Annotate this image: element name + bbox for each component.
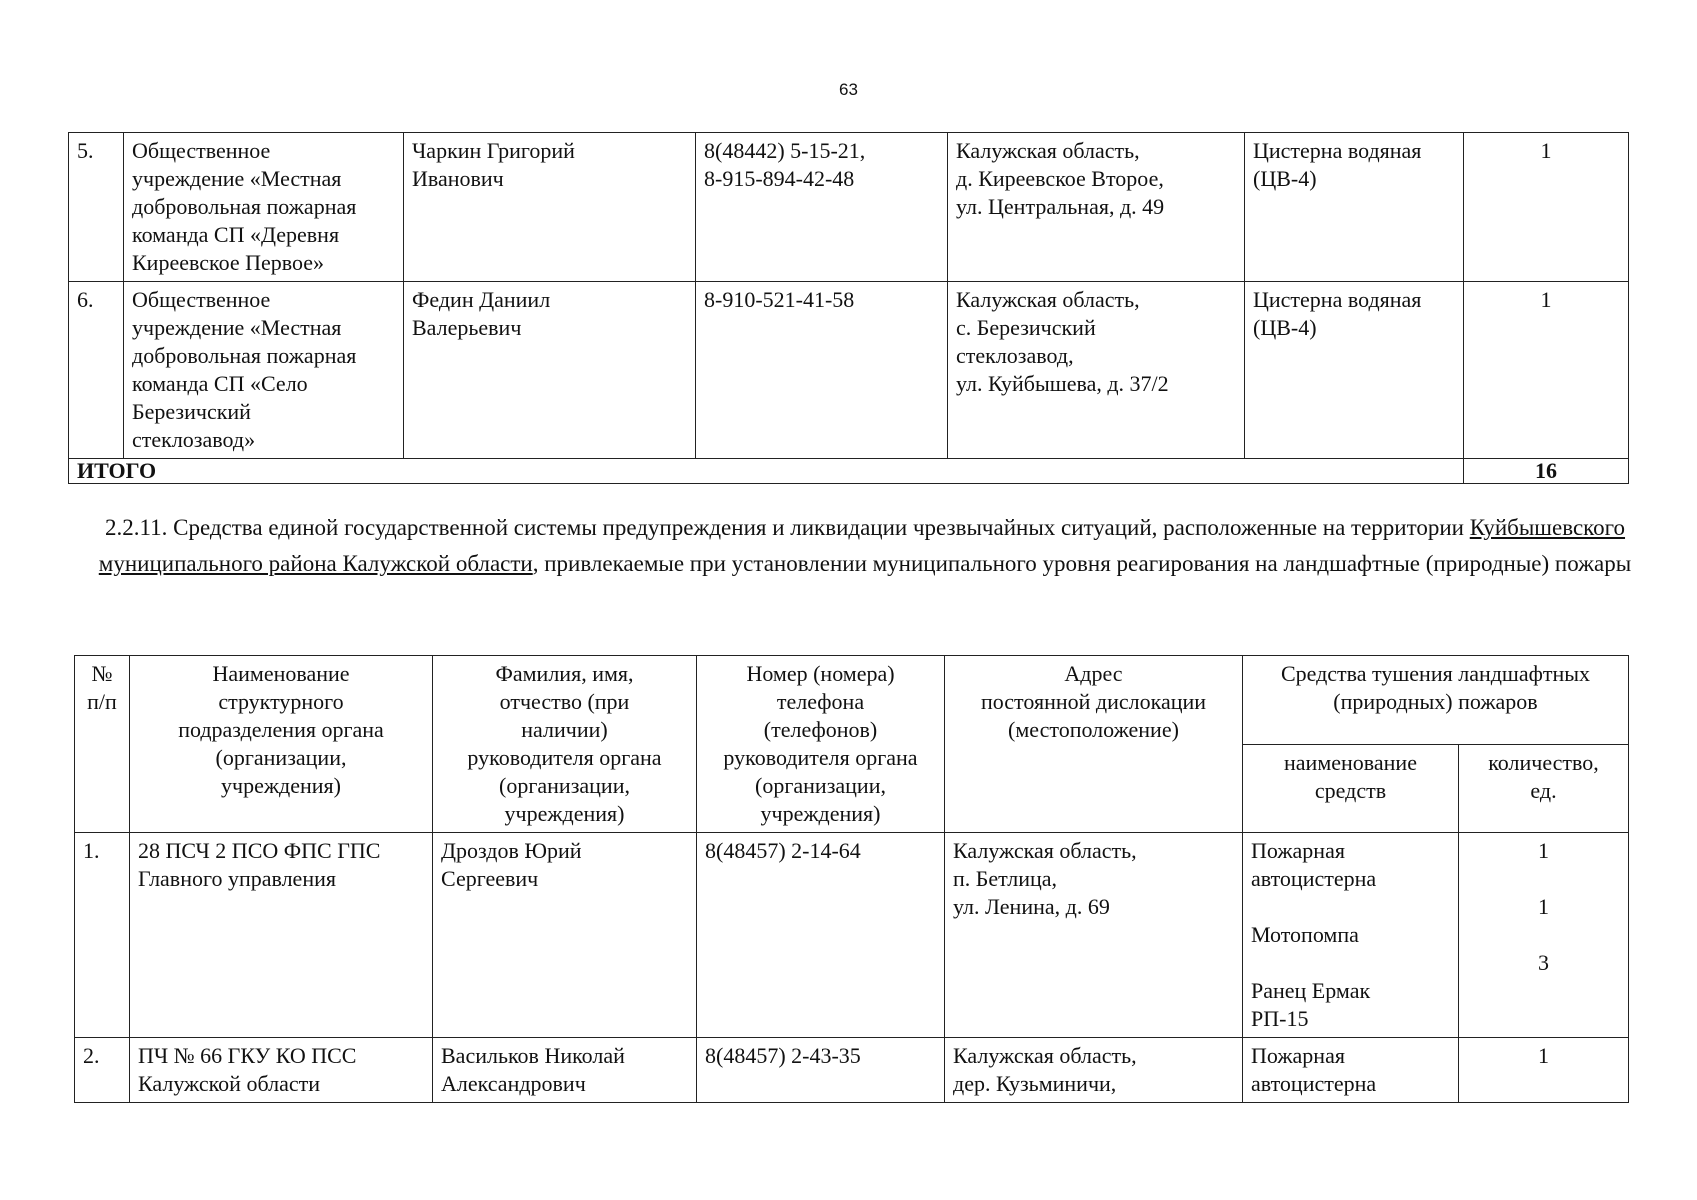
cell-means-names [1243,1038,1459,1103]
cell-org-line: добровольная пожарная [132,194,357,219]
table-header-row [75,656,1629,745]
cell-org [130,1038,433,1103]
cell-address [948,282,1245,459]
cell-phone-line: 8(48457) 2-43-35 [705,1043,861,1068]
spacer [1251,893,1450,921]
means-qty-value: 3 [1538,950,1549,975]
cell-means [1245,282,1464,459]
cell-head-line: Сергеевич [441,866,539,891]
cell-phone [697,1038,945,1103]
spacer [1467,921,1620,949]
table-row [75,833,1629,1038]
cell-address-line: Калужская область, [953,838,1137,863]
cell-num: 2. [75,1038,130,1103]
header-means_name-line: средств [1314,777,1387,803]
header-phone [697,656,945,833]
cell-means-qty [1459,833,1629,1038]
cell-means-line: (ЦВ-4) [1253,166,1317,191]
header-phone-line: (телефонов) [763,717,878,742]
means-name-line: Ранец Ермак [1251,978,1371,1003]
cell-address-line: Калужская область, [953,1043,1137,1068]
header-means_qty-line: ед. [1530,777,1557,803]
header-org-line: подразделения органа [178,717,384,742]
means-name-line: автоцистерна [1251,866,1377,891]
cell-means-line: Цистерна водяная [1253,287,1422,312]
header-phone-line: телефона [776,689,865,714]
cell-head-line: Иванович [412,166,504,191]
cell-org-line: Калужской области [138,1071,320,1096]
heading-text-end: , привлекаемые при установлении муниципального уровня реагирования на ландшафтные (природные) пожары [532,551,1632,576]
cell-means-qty [1459,1038,1629,1103]
heading-underlined-text: Куйбышевского муниципального района Калужской области [98,515,1626,576]
cell-means-line: Цистерна водяная [1253,138,1422,163]
header-means-qty [1459,744,1629,833]
cell-org [124,282,404,459]
total-label: ИТОГО [69,459,1464,484]
header-means-group [1243,656,1629,745]
cell-qty: 1 [1464,133,1629,282]
cell-org-line: стеклозавод» [132,427,256,452]
cell-org-line: добровольная пожарная [132,343,357,368]
header-head-line: учреждения) [504,801,625,826]
cell-qty: 1 [1464,282,1629,459]
header-address-line: (местоположение) [1008,717,1179,742]
cell-address [948,133,1245,282]
heading-text: 2.2.11. Средства единой государственной системы предупреждения и ликвидации чрезвычайных ситуаций, расположенные на территории [104,515,1470,540]
header-head [433,656,697,833]
means-name-line: Пожарная [1251,1043,1345,1068]
header-means_group-line: Средства тушения ландшафтных [1280,661,1591,686]
header-means_group-line: (природных) пожаров [1333,689,1538,714]
header-head-line: наличии) [521,717,608,742]
cell-address [945,1038,1243,1103]
cell-head-line: Александрович [441,1071,586,1096]
header-phone-line: (организации, [755,773,886,798]
cell-means [1245,133,1464,282]
header-means_qty-line: количество, [1488,749,1599,775]
header-means_name-line: наименование [1284,749,1417,775]
spacer [1467,865,1620,893]
cell-address-line: с. Березичский [956,315,1096,340]
cell-num: 6. [69,282,124,459]
cell-means-line: (ЦВ-4) [1253,315,1317,340]
cell-org-line: учреждение «Местная [132,315,342,340]
cell-org-line: команда СП «Село [132,371,308,396]
header-address [945,656,1243,833]
cell-phone [696,282,948,459]
header-head-line: Фамилия, имя, [495,661,634,686]
cell-org-line: учреждение «Местная [132,166,342,191]
cell-org-line: Березичский [132,399,251,424]
header-head-line: руководителя органа [467,745,662,770]
cell-phone-line: 8(48442) 5-15-21, [704,138,866,163]
header-org-line: структурного [218,689,344,714]
header-org-line: учреждения) [221,773,341,798]
header-address-line: Адрес [1064,661,1123,686]
cell-org-line: Киреевское Первое» [132,250,325,275]
cell-org-line: ПЧ № 66 ГКУ КО ПСС [138,1043,357,1068]
cell-address [945,833,1243,1038]
table-row [69,282,1629,459]
cell-head [433,833,697,1038]
cell-address-line: стеклозавод, [956,343,1074,368]
page-number: 63 [839,80,858,99]
cell-address-line: п. Бетлица, [953,866,1058,891]
spacer [1251,949,1450,977]
cell-head [404,282,696,459]
means-name-line: автоцистерна [1251,1071,1377,1096]
cell-phone-line: 8-910-521-41-58 [704,287,855,312]
cell-means-names [1243,833,1459,1038]
means-qty-value: 1 [1538,894,1549,919]
cell-phone [697,833,945,1038]
cell-org [130,833,433,1038]
cell-org-line: Общественное [132,287,271,312]
cell-org-line: Главного управления [138,866,336,891]
cell-org-line: Общественное [132,138,271,163]
cell-num: 1. [75,833,130,1038]
total-value: 16 [1464,459,1629,484]
cell-head-line: Дроздов Юрий [441,838,582,863]
table-volunteer-fire-teams [68,132,1629,484]
table-row [69,133,1629,282]
cell-address-line: дер. Кузьминичи, [953,1071,1117,1096]
cell-head-line: Валерьевич [412,315,522,340]
header-phone-line: Номер (номера) [746,661,895,686]
header-means-name [1243,744,1459,833]
means-qty-value: 1 [1538,838,1549,863]
means-name-line: Мотопомпа [1251,922,1359,947]
header-head-line: (организации, [499,773,630,798]
cell-address-line: д. Киреевское Второе, [956,166,1164,191]
means-name-line: Пожарная [1251,838,1345,863]
header-org-line: Наименование [212,661,350,686]
header-org-line: (организации, [215,745,347,770]
total-row [69,459,1629,484]
cell-org-line: 28 ПСЧ 2 ПСО ФПС ГПС [138,838,381,863]
header-org [130,656,433,833]
cell-head [404,133,696,282]
cell-num: 5. [69,133,124,282]
table-emergency-means [74,655,1629,1103]
cell-address-line: ул. Куйбышева, д. 37/2 [956,371,1169,396]
cell-head-line: Чаркин Григорий [412,138,575,163]
cell-head-line: Федин Даниил [412,287,551,312]
cell-phone-line: 8(48457) 2-14-64 [705,838,861,863]
header-address-line: постоянной дислокации [980,689,1207,714]
cell-address-line: ул. Центральная, д. 49 [956,194,1165,219]
header-num [75,656,130,833]
cell-head-line: Васильков Николай [441,1043,625,1068]
cell-org-line: команда СП «Деревня [132,222,340,247]
cell-address-line: ул. Ленина, д. 69 [953,894,1110,919]
cell-address-line: Калужская область, [956,138,1140,163]
cell-head [433,1038,697,1103]
header-phone-line: учреждения) [760,801,881,826]
cell-address-line: Калужская область, [956,287,1140,312]
cell-phone [696,133,948,282]
header-phone-line: руководителя органа [723,745,918,770]
header-num-line: № [91,661,113,686]
means-qty-value: 1 [1538,1043,1549,1068]
means-name-line: РП-15 [1251,1006,1309,1031]
section-heading [90,510,1640,582]
cell-org [124,133,404,282]
table-row [75,1038,1629,1103]
header-head-line: отчество (при [499,689,630,714]
header-num-line: п/п [87,689,117,714]
cell-phone-line: 8-915-894-42-48 [704,166,855,191]
